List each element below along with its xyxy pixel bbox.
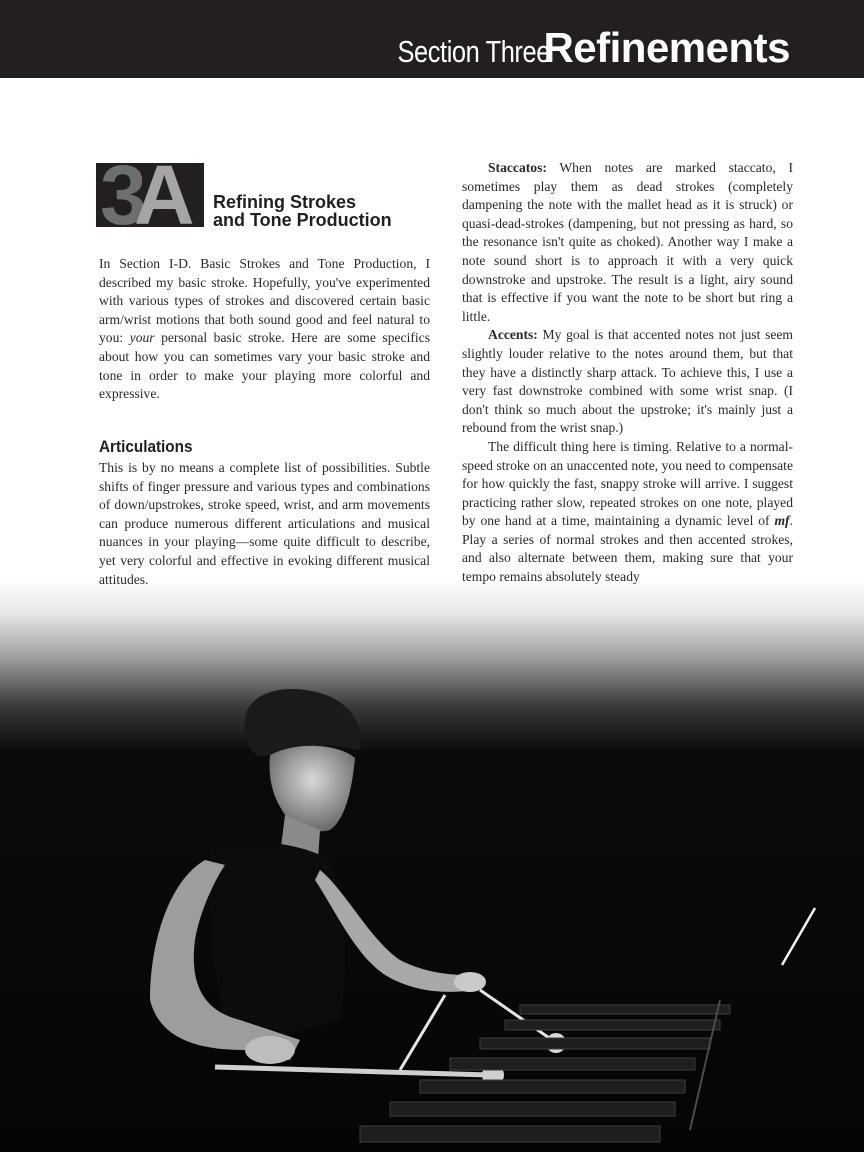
accents-paragraph: [462, 326, 793, 438]
articulations-text: This is by no means a complete list of possibilities. Subtle shifts of finger pressure and various types and combinations of down/upstrokes, stroke speed, wrist, and arm movements can produce numerous different articulations and musical nuances in your playing—some quite difficult to describe, yet very colorful and effective in evoking different musical attitudes.: [99, 460, 430, 587]
chapter-title: [213, 193, 392, 229]
section-heading: [364, 24, 791, 72]
staccatos-text: When notes are marked staccato, I sometimes play them as dead strokes (completely dampening the note with the mallet head as it is struck) or quasi-dead-strokes (dampening, but not pressing as hard, so the resonance isn't quite as choked). Another way I make a note sound short is to approach it with a very quick downstroke and upstroke. The result is a light, airy sound that is effective if you want the note to be short but ring a little.: [462, 160, 793, 324]
section-label: Section Three: [396, 34, 550, 69]
timing-paragraph: [462, 438, 793, 587]
articulations-paragraph: [99, 459, 430, 589]
chapter-letter: A: [134, 163, 195, 227]
intro-paragraph: [99, 255, 430, 404]
chapter-badge: [96, 163, 204, 227]
staccatos-label: Staccatos:: [488, 160, 547, 175]
marimba-player-photo: [0, 580, 864, 1152]
chapter-number: 3: [100, 163, 147, 227]
timing-text-2: . Play a series of normal strokes and then accented strokes, and also alternate between them, making sure that your tempo remains absolutely steady: [462, 513, 793, 585]
dynamic-marking: mf: [774, 513, 790, 529]
accents-text: My goal is that accented notes not just seem slightly louder relative to the notes around them, but that they have a distinctly sharp attack. To achieve this, I use a very fast downstroke combined with some wrist snap. (I don't think so much about the upstroke; it's mainly just a rebound from the wrist snap.): [462, 327, 793, 436]
section-title: Refinements: [543, 24, 790, 71]
timing-text-1: The difficult thing here is timing. Relative to a normal-speed stroke on an unaccented note, you need to compensate for how quickly the fast, snappy stroke will arrive. I suggest practicing rather slow, repeated strokes on one note, played by one hand at a time, maintaining a dynamic level of: [462, 438, 793, 529]
chapter-title-line1: Refining Strokes: [213, 192, 357, 212]
photo-illustration: [0, 580, 864, 1152]
intro-text-2: personal basic stroke. Here are some specifics about how you can sometimes vary your basic stroke and tone in order to make your playing more colorful and expressive.: [99, 330, 430, 402]
intro-emphasis: your: [129, 330, 155, 346]
right-column: [462, 159, 793, 587]
chapter-title-line2: and Tone Production: [213, 210, 392, 230]
articulations-heading: Articulations: [99, 437, 193, 456]
staccatos-paragraph: [462, 159, 793, 326]
accents-label: Accents:: [488, 327, 538, 343]
section-header: [0, 0, 864, 78]
intro-text-1: In Section I-D. Basic Strokes and Tone Production, I described my basic stroke. Hopefully, you've experimented with various types of strokes and discovered certain basic arm/wrist motions that both sound good and feel natural to you:: [99, 256, 430, 346]
